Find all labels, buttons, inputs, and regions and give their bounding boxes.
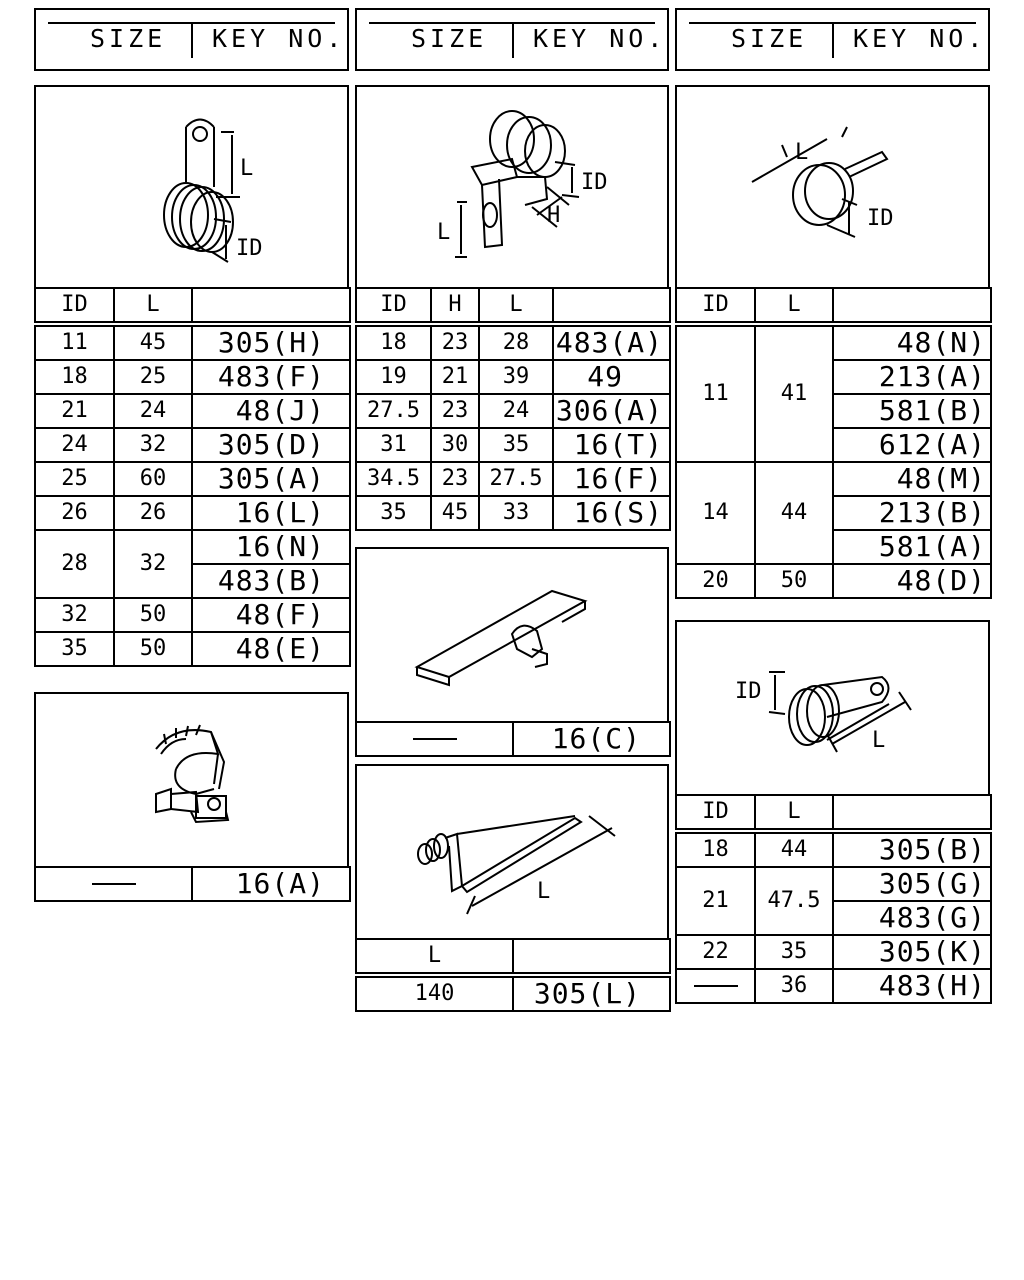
table-row: 18 25 483(F) [35,360,350,394]
key-no: 305(G) [833,867,991,901]
key-no: 581(A) [833,530,991,564]
col-header-l: L [755,288,833,324]
col-header-key [553,288,670,324]
key-no: 48(F) [192,598,350,632]
loop-clamp-with-tab-icon [36,87,347,287]
key-no: 483(A) [553,324,670,360]
p-clamp-table [675,794,992,1004]
key-no: 16(N) [192,530,350,564]
key-no: 16(C) [513,722,670,756]
no-size-dash [413,738,457,740]
key-no: 48(D) [833,564,991,598]
clamp-a-table [34,287,351,667]
dim-l-label: L [795,140,809,165]
header-col3 [675,8,990,71]
key-no: 483(B) [192,564,350,598]
clamp-a-illustration [34,85,349,289]
table-row: 28 32 16(N) [35,530,350,564]
band-c-table [355,721,671,757]
table-row: 26 26 16(L) [35,496,350,530]
no-size-dash [694,985,738,987]
stay-l-illustration [355,764,669,940]
key-no: 305(B) [833,831,991,867]
key-no: 16(S) [553,496,670,530]
key-no: 48(E) [192,632,350,666]
key-no-header: KEY NO. [853,24,987,53]
key-no: 213(A) [833,360,991,394]
col-header-id: ID [676,288,755,324]
header-col1 [34,8,349,71]
key-no: 48(M) [833,462,991,496]
table-row: 22 35 305(K) [676,935,991,969]
col-header-l: L [479,288,553,324]
col-header-id: ID [35,288,114,324]
dim-h-label: H [547,203,561,228]
header-col2 [355,8,669,71]
dim-l-label: L [872,728,886,753]
table-row: 21 24 48(J) [35,394,350,428]
dim-l-label: L [240,156,254,181]
clip-a-illustration [34,692,349,868]
table-row: 140 305(L) [356,975,670,1011]
key-no: 305(L) [513,975,670,1011]
band-clamp-icon [677,87,988,287]
table-row: 24 32 305(D) [35,428,350,462]
key-no: 16(T) [553,428,670,462]
key-no: 49 [553,360,670,394]
table-row: 31 30 35 16(T) [356,428,670,462]
table-row: 11 45 305(H) [35,324,350,360]
col-header-h: H [431,288,479,324]
clamp-b-table [355,287,671,531]
clamp-b-illustration [355,85,669,289]
key-no-header: KEY NO. [212,24,346,53]
key-no: 305(D) [192,428,350,462]
key-no: 305(K) [833,935,991,969]
key-no: 483(F) [192,360,350,394]
band-c-illustration [355,547,669,723]
col-header-key [833,288,991,324]
col-header-key [192,288,350,324]
table-row [35,867,350,901]
dim-l-label: L [437,220,451,245]
band-clamp-table [675,287,992,599]
p-clamp-icon [677,622,988,794]
key-no: 48(N) [833,324,991,360]
table-row: 11 41 48(N) [676,324,991,360]
dim-id-label: ID [581,170,608,195]
key-no: 306(A) [553,394,670,428]
key-no-header: KEY NO. [533,24,667,53]
band-clamp-illustration [675,85,990,289]
key-no: 213(B) [833,496,991,530]
key-no: 16(F) [553,462,670,496]
table-row: 18 44 305(B) [676,831,991,867]
table-row: 19 21 39 49 [356,360,670,394]
clip-a-table [34,866,351,902]
size-header: SIZE [731,24,808,53]
flat-band-clip-icon [357,549,667,721]
stay-l-table [355,938,671,1012]
dim-id-label: ID [867,206,894,231]
table-row: 18 23 28 483(A) [356,324,670,360]
key-no: 16(L) [192,496,350,530]
table-row: 27.5 23 24 306(A) [356,394,670,428]
table-row: 34.5 23 27.5 16(F) [356,462,670,496]
key-no: 48(J) [192,394,350,428]
key-no: 581(B) [833,394,991,428]
size-header: SIZE [411,24,488,53]
dim-l-label: L [537,879,551,904]
key-no: 483(G) [833,901,991,935]
table-row: 32 50 48(F) [35,598,350,632]
table-row: 25 60 305(A) [35,462,350,496]
key-no: 612(A) [833,428,991,462]
table-row: 35 45 33 16(S) [356,496,670,530]
dim-id-label: ID [236,236,263,261]
harness-clip-icon [36,694,347,866]
col-header-key [833,795,991,831]
dim-id-label: ID [735,679,762,704]
col-header-l: L [755,795,833,831]
bracket-clamp-icon [357,87,667,287]
table-row: 20 50 48(D) [676,564,991,598]
table-row [356,722,670,756]
key-no: 305(H) [192,324,350,360]
key-no: 483(H) [833,969,991,1003]
key-no: 305(A) [192,462,350,496]
size-header: SIZE [90,24,167,53]
col-header-id: ID [676,795,755,831]
col-header-l: L [114,288,192,324]
no-size-dash [92,883,136,885]
col-header-id: ID [356,288,431,324]
col-header-l: L [356,939,513,975]
p-clamp-illustration [675,620,990,796]
table-row: 21 47.5 305(G) [676,867,991,901]
stay-bracket-icon [357,766,667,938]
table-row: 35 50 48(E) [35,632,350,666]
table-row: 14 44 48(M) [676,462,991,496]
table-row: 36 483(H) [676,969,991,1003]
key-no: 16(A) [192,867,350,901]
